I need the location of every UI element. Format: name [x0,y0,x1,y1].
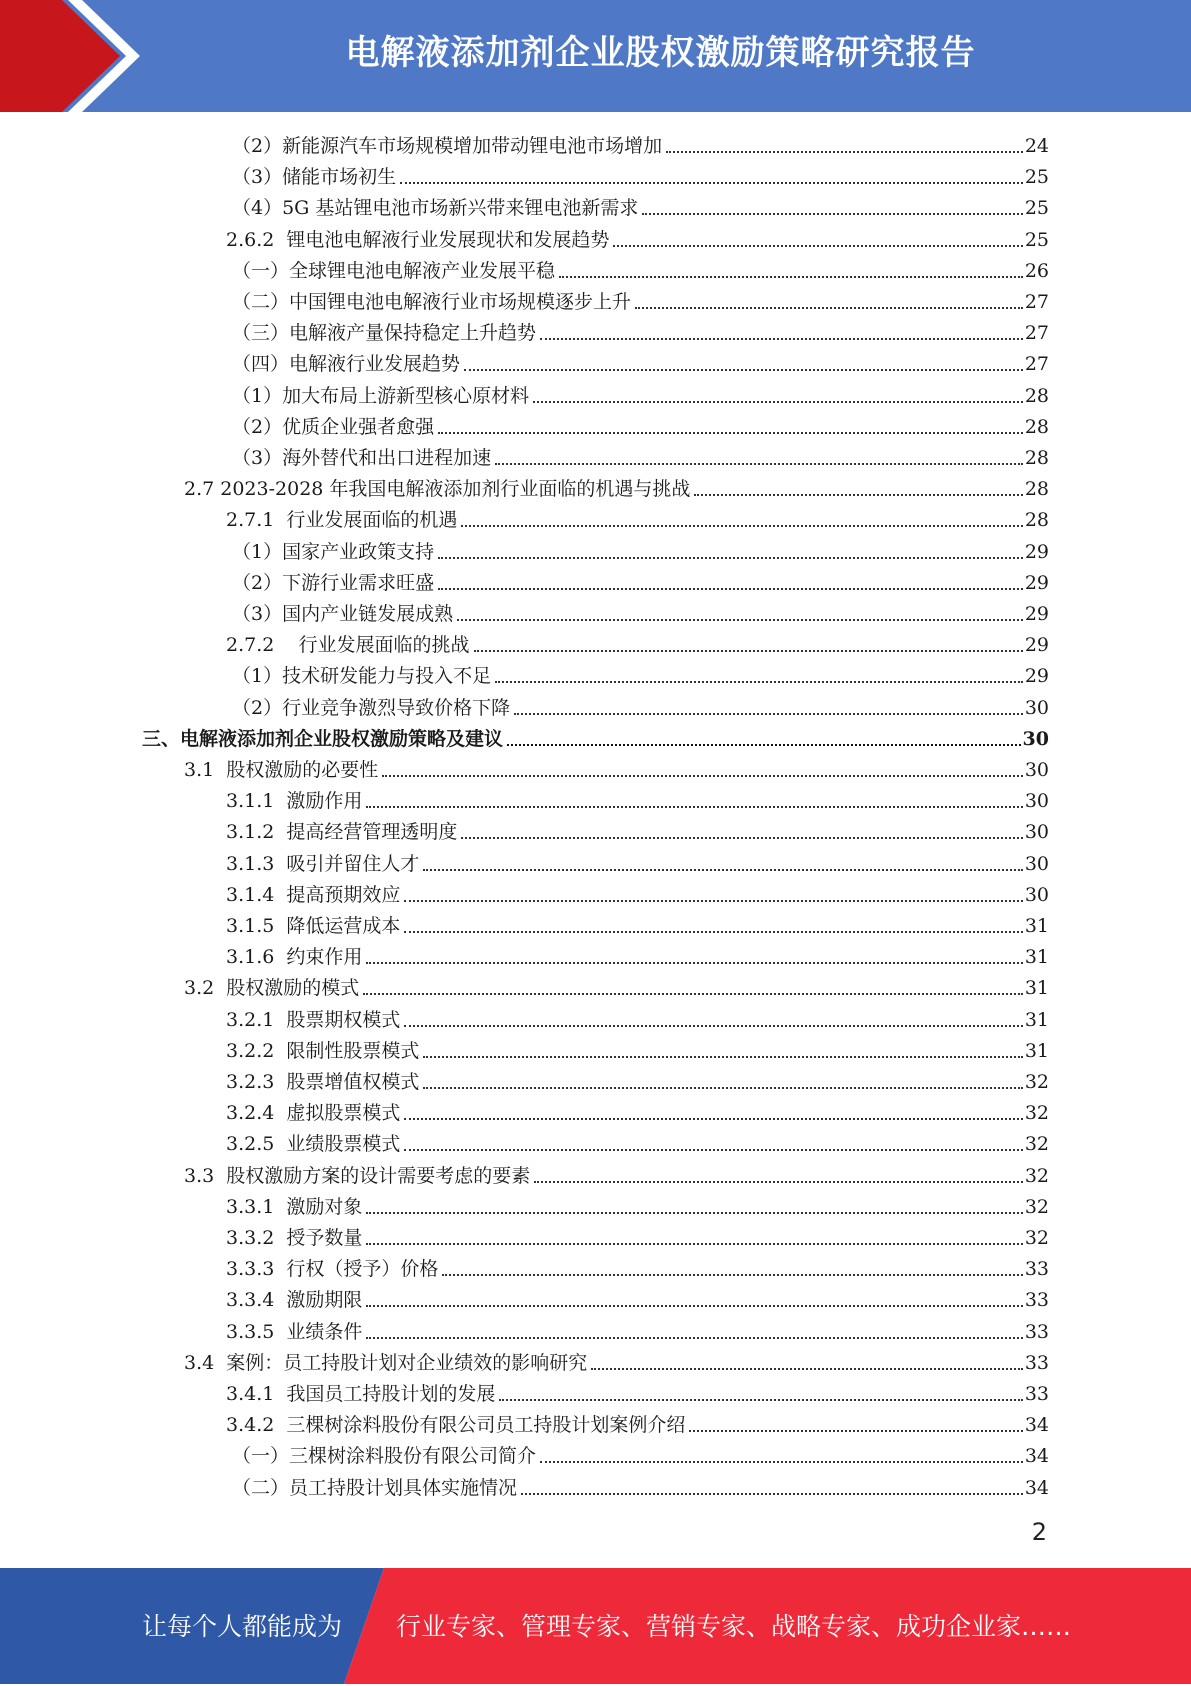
toc-entry[interactable] [226,845,1049,876]
toc-entry[interactable] [226,1281,1049,1312]
toc-entry[interactable] [232,439,1049,470]
toc-entry-page: 29 [1024,634,1049,657]
toc-entry-page: 32 [1024,1227,1049,1249]
toc-entry-page: 31 [1024,915,1049,937]
toc-entry[interactable] [226,1406,1049,1437]
toc-leader-dots [533,401,1023,403]
toc-entry-page: 27 [1024,353,1049,376]
toc-entry[interactable] [232,1469,1049,1500]
toc-entry-title: 3.3 股权激励方案的设计需要考虑的要素 [184,1164,531,1187]
toc-entry-title: 3.3.3 行权（授予）价格 [226,1258,439,1281]
page-header [0,0,1191,112]
toc-entry-page: 33 [1024,1351,1049,1374]
toc-entry[interactable] [232,189,1049,220]
toc-leader-dots [404,900,1022,902]
toc-entry[interactable] [184,751,1049,782]
toc-leader-dots [366,1243,1022,1245]
toc-entry[interactable] [226,1032,1049,1063]
toc-entry-page: 28 [1024,384,1049,407]
toc-entry[interactable] [184,470,1049,501]
toc-entry[interactable] [184,969,1049,1000]
toc-entry[interactable] [226,938,1049,969]
toc-leader-dots [591,1368,1023,1370]
toc-entry-page: 33 [1024,1320,1049,1343]
toc-entry-page: 28 [1024,447,1049,469]
toc-entry[interactable] [226,907,1049,938]
toc-entry-page: 32 [1024,1102,1049,1125]
toc-entry-title: （2）下游行业需求旺盛 [232,571,435,594]
toc-leader-dots [534,1181,1023,1183]
toc-entry-title: （1）国家产业政策支持 [232,540,435,563]
toc-entry[interactable] [232,408,1049,439]
toc-entry-title: 3.4 案例：员工持股计划对企业绩效的影响研究 [184,1351,588,1374]
toc-entry[interactable] [232,689,1049,720]
toc-leader-dots [514,713,1023,715]
toc-leader-dots [404,1025,1022,1027]
toc-entry-page: 29 [1024,665,1049,688]
toc-entry-title: 3.2.3 股票增值权模式 [226,1071,420,1093]
toc-entry-page: 25 [1024,228,1049,251]
toc-leader-dots [438,432,1023,434]
toc-entry[interactable] [232,283,1049,314]
toc-entry-page: 30 [1024,821,1049,844]
toc-entry-page: 24 [1024,135,1049,157]
toc-entry-title: （3）储能市场初生 [232,166,397,189]
toc-leader-dots [382,775,1023,777]
toc-entry[interactable] [232,158,1049,189]
toc-leader-dots [559,276,1023,278]
toc-entry-title: 3.1.3 吸引并留住人才 [226,852,420,875]
toc-entry-page: 31 [1024,977,1049,1000]
toc-leader-dots [363,993,1023,995]
footer-slogan-right: 行业专家、管理专家、营销专家、战略专家、成功企业家…… [396,1612,1072,1641]
toc-leader-dots [423,1056,1022,1058]
toc-entry-page: 31 [1024,1008,1049,1031]
toc-entry[interactable] [226,1001,1049,1032]
toc-entry-title: （一）三棵树涂料股份有限公司简介 [232,1445,537,1468]
footer-slogan-left: 让每个人都能成为 [142,1612,343,1641]
toc-entry-title: 3.3.4 激励期限 [226,1289,363,1312]
toc-entry-page: 31 [1024,1039,1049,1062]
toc-leader-dots [404,931,1022,933]
toc-entry-page: 33 [1024,1258,1049,1281]
toc-entry-page: 28 [1024,478,1049,501]
toc-leader-dots [366,1212,1022,1214]
page-footer [0,1568,1191,1684]
toc-entry-page: 32 [1024,1195,1049,1218]
toc-entry-page: 30 [1024,790,1049,813]
toc-entry-page: 27 [1024,291,1049,313]
toc-leader-dots [689,1430,1022,1432]
toc-entry-title: 3.1.5 降低运营成本 [226,915,401,937]
toc-leader-dots [438,557,1023,559]
toc-entry[interactable] [226,1250,1049,1281]
toc-entry-title: （2）优质企业强者愈强 [232,415,435,438]
toc-entry-title: 3.4.1 我国员工持股计划的发展 [226,1383,496,1405]
toc-entry-page: 25 [1024,197,1049,220]
toc-leader-dots [404,1149,1022,1151]
toc-entry-page: 28 [1024,509,1049,532]
toc-leader-dots [438,588,1023,590]
toc-entry-title: 3.1 股权激励的必要性 [184,759,379,781]
toc-entry-title: 2.6.2 锂电池电解液行业发展现状和发展趋势 [226,228,610,251]
toc-entry-title: （2）行业竞争激烈导致价格下降 [232,696,511,719]
toc-entry[interactable] [184,1344,1049,1375]
toc-entry-title: 3.2.5 业绩股票模式 [226,1133,401,1156]
toc-entry-title: （2）新能源汽车市场规模增加带动锂电池市场增加 [232,135,663,157]
toc-leader-dots [540,1461,1023,1463]
toc-entry-title: （二）员工持股计划具体实施情况 [232,1476,518,1499]
toc-leader-dots [442,1274,1022,1276]
toc-leader-dots [521,1493,1023,1495]
toc-entry-title: 2.7.1 行业发展面临的机遇 [226,509,458,532]
toc-entry-page: 34 [1024,1445,1049,1468]
toc-entry[interactable] [226,1125,1049,1156]
toc-entry[interactable] [226,626,1049,657]
toc-entry-page: 32 [1024,1133,1049,1156]
toc-entry-title: （三）电解液产量保持稳定上升趋势 [232,322,537,345]
toc-leader-dots [495,681,1023,683]
toc-leader-dots [400,182,1023,184]
toc-entry[interactable] [232,127,1049,158]
toc-entry-title: 3.1.6 约束作用 [226,946,363,969]
toc-entry-title: 3.3.2 授予数量 [226,1227,363,1249]
toc-entry-title: 3.3.5 业绩条件 [226,1320,363,1343]
toc-leader-dots [423,1087,1022,1089]
toc-entry-title: （四）电解液行业发展趋势 [232,353,461,376]
toc-entry[interactable] [142,720,1049,751]
toc-entry[interactable] [232,252,1049,283]
toc-entry-page: 26 [1024,259,1049,282]
header-arrow-decoration [0,0,160,112]
toc-leader-dots [474,650,1023,652]
toc-entry[interactable] [226,1188,1049,1219]
toc-entry-page: 30 [1024,759,1049,781]
toc-entry-page: 33 [1024,1289,1049,1312]
toc-entry-title: 3.1.1 激励作用 [226,790,363,813]
toc-entry-page: 25 [1024,166,1049,189]
toc-entry-title: 3.3.1 激励对象 [226,1195,363,1218]
toc-entry[interactable] [232,564,1049,595]
toc-entry[interactable] [226,501,1049,532]
toc-entry-page: 32 [1024,1071,1049,1093]
toc-entry-page: 29 [1024,603,1049,625]
toc-entry[interactable] [232,1437,1049,1468]
report-title: 电解液添加剂企业股权激励策略研究报告 [345,33,976,73]
toc-leader-dots [666,151,1023,153]
toc-entry-title: （一）全球锂电池电解液产业发展平稳 [232,259,556,282]
toc-entry-title: 3.2 股权激励的模式 [184,977,360,1000]
toc-entry[interactable] [226,221,1049,252]
toc-entry-page: 31 [1024,946,1049,969]
toc-entry[interactable] [232,595,1049,626]
toc-leader-dots [366,1337,1022,1339]
toc-entry-page: 28 [1024,415,1049,438]
toc-entry-title: 2.7.2 行业发展面临的挑战 [226,634,470,657]
toc-leader-dots [423,869,1022,871]
toc-entry[interactable] [232,657,1049,688]
toc-entry-page: 27 [1024,322,1049,345]
toc-entry-title: 3.2.4 虚拟股票模式 [226,1102,401,1125]
toc-leader-dots [499,1399,1022,1401]
toc-entry[interactable] [226,1313,1049,1344]
toc-leader-dots [366,1305,1022,1307]
toc-entry[interactable] [232,533,1049,564]
toc-entry[interactable] [226,1219,1049,1250]
toc-entry-page: 30 [1022,727,1049,750]
toc-entry[interactable] [232,314,1049,345]
toc-entry[interactable] [226,782,1049,813]
toc-entry-title: （1）加大布局上游新型核心原材料 [232,384,530,407]
toc-entry-page: 32 [1024,1164,1049,1187]
toc-entry[interactable] [226,876,1049,907]
toc-entry-page: 29 [1024,571,1049,594]
toc-leader-dots [404,1118,1022,1120]
toc-entry[interactable] [226,1063,1049,1094]
toc-entry-page: 34 [1024,1414,1049,1437]
toc-entry-title: 3.4.2 三棵树涂料股份有限公司员工持股计划案例介绍 [226,1414,686,1437]
toc-leader-dots [457,619,1023,621]
toc-leader-dots [461,837,1022,839]
toc-leader-dots [366,806,1022,808]
toc-entry[interactable] [232,345,1049,376]
toc-leader-dots [613,245,1022,247]
page-number: 2 [1031,1518,1047,1546]
toc-entry-title: 3.1.2 提高经营管理透明度 [226,821,458,844]
toc-entry-page: 30 [1024,883,1049,906]
toc-entry-title: 3.1.4 提高预期效应 [226,883,401,906]
toc-entry-page: 29 [1024,540,1049,563]
toc-entry[interactable] [184,1157,1049,1188]
toc-leader-dots [464,369,1023,371]
toc-entry[interactable] [226,1375,1049,1406]
toc-entry-title: （二）中国锂电池电解液行业市场规模逐步上升 [232,291,632,313]
toc-entry-title: 3.2.1 股票期权模式 [226,1008,401,1031]
toc-entry-title: （1）技术研发能力与投入不足 [232,665,492,688]
toc-entry-page: 30 [1024,852,1049,875]
toc-leader-dots [507,744,1021,746]
toc-entry-page: 34 [1024,1476,1049,1499]
toc-entry-title: 2.7 2023-2028 年我国电解液添加剂行业面临的机遇与挑战 [184,478,691,501]
toc-leader-dots [694,494,1022,496]
toc-entry-title: （3）国内产业链发展成熟 [232,603,454,625]
toc-leader-dots [495,463,1023,465]
toc-entry[interactable] [232,377,1049,408]
toc-entry[interactable] [226,813,1049,844]
toc-entry[interactable] [226,1094,1049,1125]
toc-entry-title: 3.2.2 限制性股票模式 [226,1039,420,1062]
toc-leader-dots [461,525,1022,527]
toc-leader-dots [635,307,1023,309]
toc-entry-page: 33 [1024,1383,1049,1405]
toc-leader-dots [540,338,1023,340]
toc-leader-dots [642,213,1022,215]
toc-leader-dots [366,962,1022,964]
toc-entry-page: 30 [1024,696,1049,719]
toc-entry-title: （3）海外替代和出口进程加速 [232,447,492,469]
toc-entry-title: 三、电解液添加剂企业股权激励策略及建议 [142,727,504,750]
toc-entry-title: （4）5G 基站锂电池市场新兴带来锂电池新需求 [232,197,639,220]
